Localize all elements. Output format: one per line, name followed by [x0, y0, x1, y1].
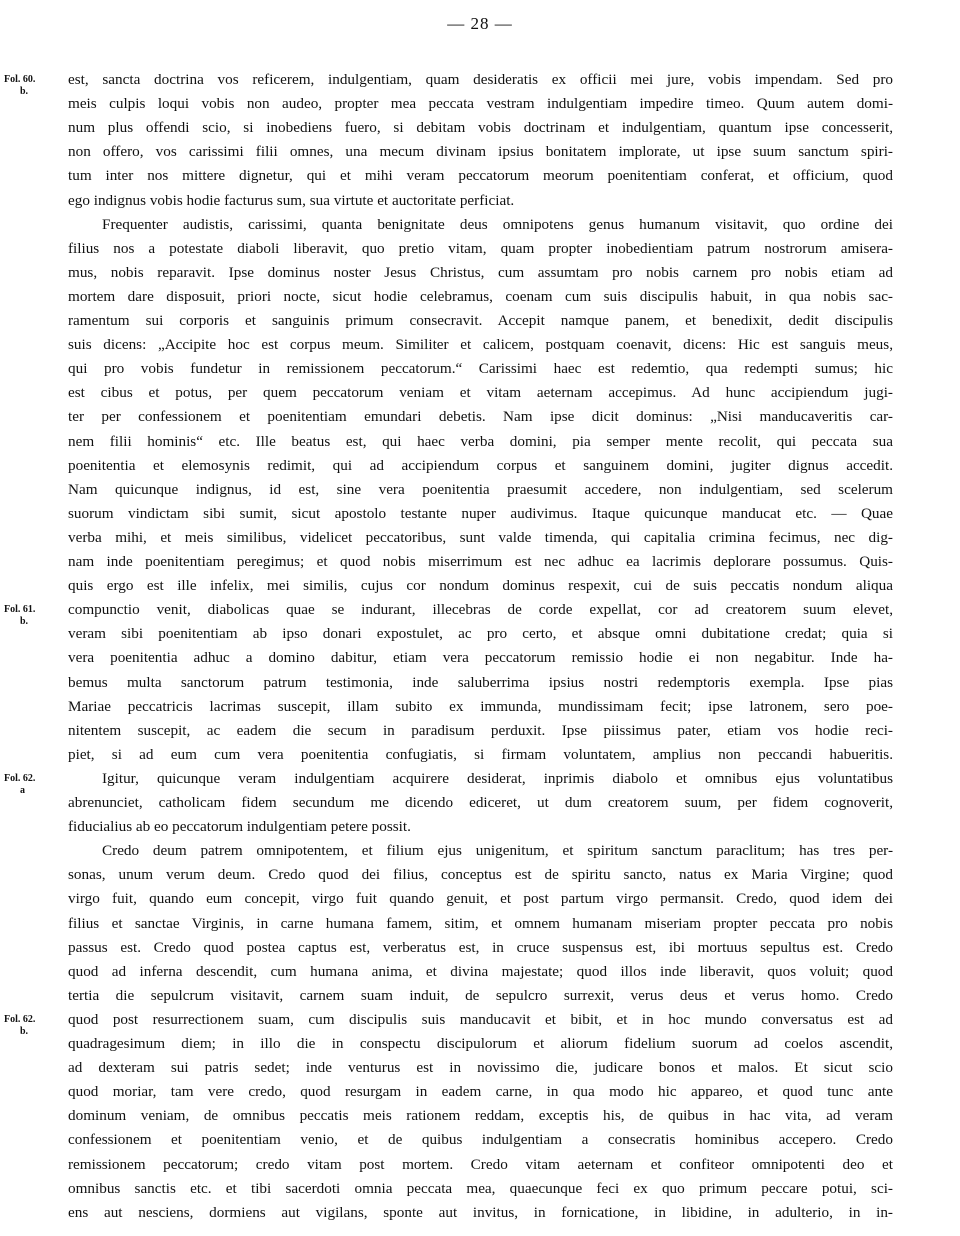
- margin-folio-note: [4, 604, 66, 628]
- text-line: sonas, unum verum deum. Credo quod dei filius, conceptus est de spiritu sancto, natus ex Maria Virgine; quod: [68, 866, 893, 884]
- margin-folio-note: [4, 74, 66, 98]
- text-line: confessionem et poenitentiam venio, et de quibus indulgentiam a consecratis hominibus accepero. Credo: [68, 1131, 893, 1149]
- text-line: quadragesimum diem; in illo die in conspectu discipulorum et aliorum fidelium suorum ad coelos ascendit,: [68, 1035, 893, 1052]
- text-line: non offero, vos carissimi filii omnes, una mecum divinam ipsius bonitatem implorate, ut ipse suum sanctum spiri-: [68, 143, 893, 161]
- text-line: compunctio venit, diabolicas quae se indurant, illecebras de corde expellat, cor ad creatorem suum elevet,: [68, 601, 893, 619]
- text-line: tum inter nos mittere dignetur, qui et mihi veram peccatorum meorum poenitentiam conferat, et officium, quod: [68, 167, 893, 185]
- margin-folio-note: [4, 773, 66, 797]
- text-line: mortem dare disposuit, priori nocte, sicut hodie celebramus, coenam cum suis discipulis habuit, in qua nobis sac-: [68, 287, 893, 305]
- folio-label: Fol. 62.: [4, 1013, 36, 1025]
- folio-label: Fol. 61.: [4, 604, 36, 616]
- text-line: ens aut nesciens, dormiens aut vigilans, sponte aut invitus, in fornicatione, in libidine, in adulterio, in in-: [68, 1203, 893, 1221]
- folio-label: Fol. 62.: [4, 772, 36, 784]
- text-line: mus, nobis reparavit. Ipse dominus noster Jesus Christus, cum assumtam pro nobis carnem pro nobis etiam ad: [68, 263, 893, 281]
- text-line: verba mihi, et meis similibus, videlicet peccatoribus, sunt valde timenda, qui capitalia crimina fecimus, nec dig-: [68, 528, 893, 546]
- text-line: vera poenitentia adhuc a domino dabitur, etiam vera peccatorum remissio hodie ei non negabitur. Inde ha-: [68, 649, 893, 667]
- text-line: Frequenter audistis, carissimi, quanta benignitate deus omnipotens genus humanum visitavit, quo ordine dei: [102, 215, 893, 233]
- text-line: num plus offendi scio, si inobediens fuero, si debitam vobis doctrinam et indulgentiam, quantum ipse concesserit,: [68, 119, 893, 137]
- text-line: filius nos a potestate diaboli liberavit, quo pretio vitam, quam propter inobedientiam patrum nostrorum amisera-: [68, 239, 893, 257]
- text-line: piet, si ad eum cum vera poenitentia confugiatis, si firmam voluntatem, amplius non peccandi habueritis.: [68, 745, 893, 763]
- text-line: qui pro vobis fundetur in remissionem peccatorum.“ Carissimi haec est redemtio, qua redempti sumus; hic: [68, 360, 893, 378]
- text-line: suis dicens: „Accipite hoc est corpus meum. Similiter et calicem, postquam coenavit, dicens: Hic est sanguis meus,: [68, 336, 893, 354]
- text-line: Mariae peccatricis lacrimas suscepit, illam subito ex immunda, mundissimam fecit; ipse latronem, sero poe-: [68, 697, 893, 715]
- folio-side: b.: [20, 86, 29, 97]
- text-line: ego indignus vobis hodie facturus sum, sua virtute et auctoritate perficiat.: [68, 191, 515, 209]
- text-line: bemus multa sanctorum patrum testimonia, inde saluberrima ipsius nostri redemptoris exempla. Ipse pias: [68, 673, 893, 691]
- text-line: passus est. Credo quod postea captus est, verberatus est, in cruce suspensus est, ibi mortuus sepultus est. Credo: [68, 938, 893, 956]
- text-line: poenitentia et elemosynis redimit, qui ad accipiendum corpus et sanguinem domini, jugiter dignus accedit.: [68, 456, 893, 474]
- text-line: est cibus et potus, per quem peccatorum veniam et vitam aeternam accepimus. Ad hunc accipiendum jugi-: [68, 384, 893, 402]
- text-line: filius et sanctae Virginis, in carne humana famem, sitim, et omnem humanam miseriam propter peccata pro nobis: [68, 914, 893, 932]
- folio-side: a: [20, 784, 25, 796]
- text-line: Nam quicunque indignus, id est, sine vera poenitentia praesumit accedere, non indulgentiam, sed scelerum: [68, 480, 893, 498]
- text-line: virgo fuit, quando eum concepit, virgo fuit quando genuit, et post partum virgo permansit. Credo, quod idem dei: [68, 890, 893, 908]
- text-line: ter per confessionem et poenitentiam emundari debetis. Nam ipse dicit dominus: „Nisi manducaveritis car-: [68, 408, 893, 426]
- text-line: est, sancta doctrina vos reficerem, indulgentiam, quam desideratis ex officii mei jure, vobis impendam. Sed pro: [68, 71, 893, 88]
- text-line: suorum vindictam sibi sumit, sicut apostolo testante nuper audivimus. Itaque quicunque manducat etc. — Quae: [68, 504, 893, 522]
- text-line: quod post resurrectionem suam, cum discipulis suis manducavit et bibit, et in hoc mundo conversatus est ad: [68, 1010, 893, 1028]
- text-line: veram sibi poenitentiam ab ipso donari expostulet, ac pro certo, et absque omni dubitatione credat; quia si: [68, 625, 893, 643]
- page-number: — 28 —: [447, 14, 513, 33]
- text-line: dominum veniam, de omnibus peccatis meis rationem reddam, exceptis his, de quibus in hac vita, ad veram: [68, 1107, 893, 1125]
- folio-side: b.: [20, 1025, 29, 1037]
- text-line: remissionem peccatorum; credo vitam post mortem. Credo vitam aeternam et confiteor omnipotenti deo et: [68, 1155, 893, 1173]
- text-line: meis culpis loqui vobis non audeo, propter mea peccata vestram indulgentiam impedire timeo. Quum autem domi-: [68, 95, 893, 113]
- text-line: abrenunciet, catholicam fidem secundum me dicendo ediceret, ut dum creatorem suum, per fidem cognoverit,: [68, 794, 893, 811]
- text-line: ramentum sui corporis et sanguinis primum consecravit. Accepit namque panem, et benedixit, dedit discipulis: [68, 312, 893, 329]
- folio-side: b.: [20, 616, 29, 628]
- margin-folio-note: [4, 1014, 66, 1038]
- text-line: tertia die sepulcrum visitavit, carnem suam induit, de sepulcro surrexit, verus deus et verus homo. Credo: [68, 986, 893, 1004]
- text-line: quod moriar, tam vere credo, quod resurgam in eadem carne, in qua modo hic appareo, et quod tunc ante: [68, 1083, 893, 1101]
- text-line: quis ergo est ille infelix, mei similis, cujus cor nondum dominus respexit, cui de suis peccatis nondum aliqua: [68, 577, 893, 595]
- text-line: Igitur, quicunque veram indulgentiam acquirere desiderat, inprimis diabolo et omnibus ejus voluntatibus: [102, 769, 893, 787]
- text-line: ad dexteram sui patris sedet; inde venturus est in novissimo die, judicare bonos et malos. Et sicut scio: [68, 1059, 893, 1077]
- text-line: omnibus sanctis etc. et tibi sacerdoti omnia peccata mea, quaecunque feci ex quo primum peccare potui, sci-: [68, 1179, 893, 1197]
- text-line: nam inde poenitentiam peregimus; et quod nobis miserrimum est nec adhuc ea lacrimis deplorare possumus. Quis-: [68, 553, 893, 570]
- folio-label: Fol. 60.: [4, 74, 36, 85]
- text-line: quod ad inferna descendit, cum humana anima, et divina majestate; quod illos inde liberavit, quos voluit; quod: [68, 962, 893, 980]
- text-line: fiducialius ab eo peccatorum indulgentiam petere possit.: [68, 818, 411, 836]
- text-line: nitentem suscepit, ac eadem die secum in paradisum perduxit. Ipse piissimus pater, etiam vos hodie reci-: [68, 721, 893, 739]
- text-line: nem filii hominis“ etc. Ille beatus est, qui haec verba domini, pia semper mente recolit, qui peccata sua: [68, 432, 893, 450]
- text-line: Credo deum patrem omnipotentem, et filium ejus unigenitum, et spiritum sanctum paraclitum; has tres per-: [102, 842, 893, 860]
